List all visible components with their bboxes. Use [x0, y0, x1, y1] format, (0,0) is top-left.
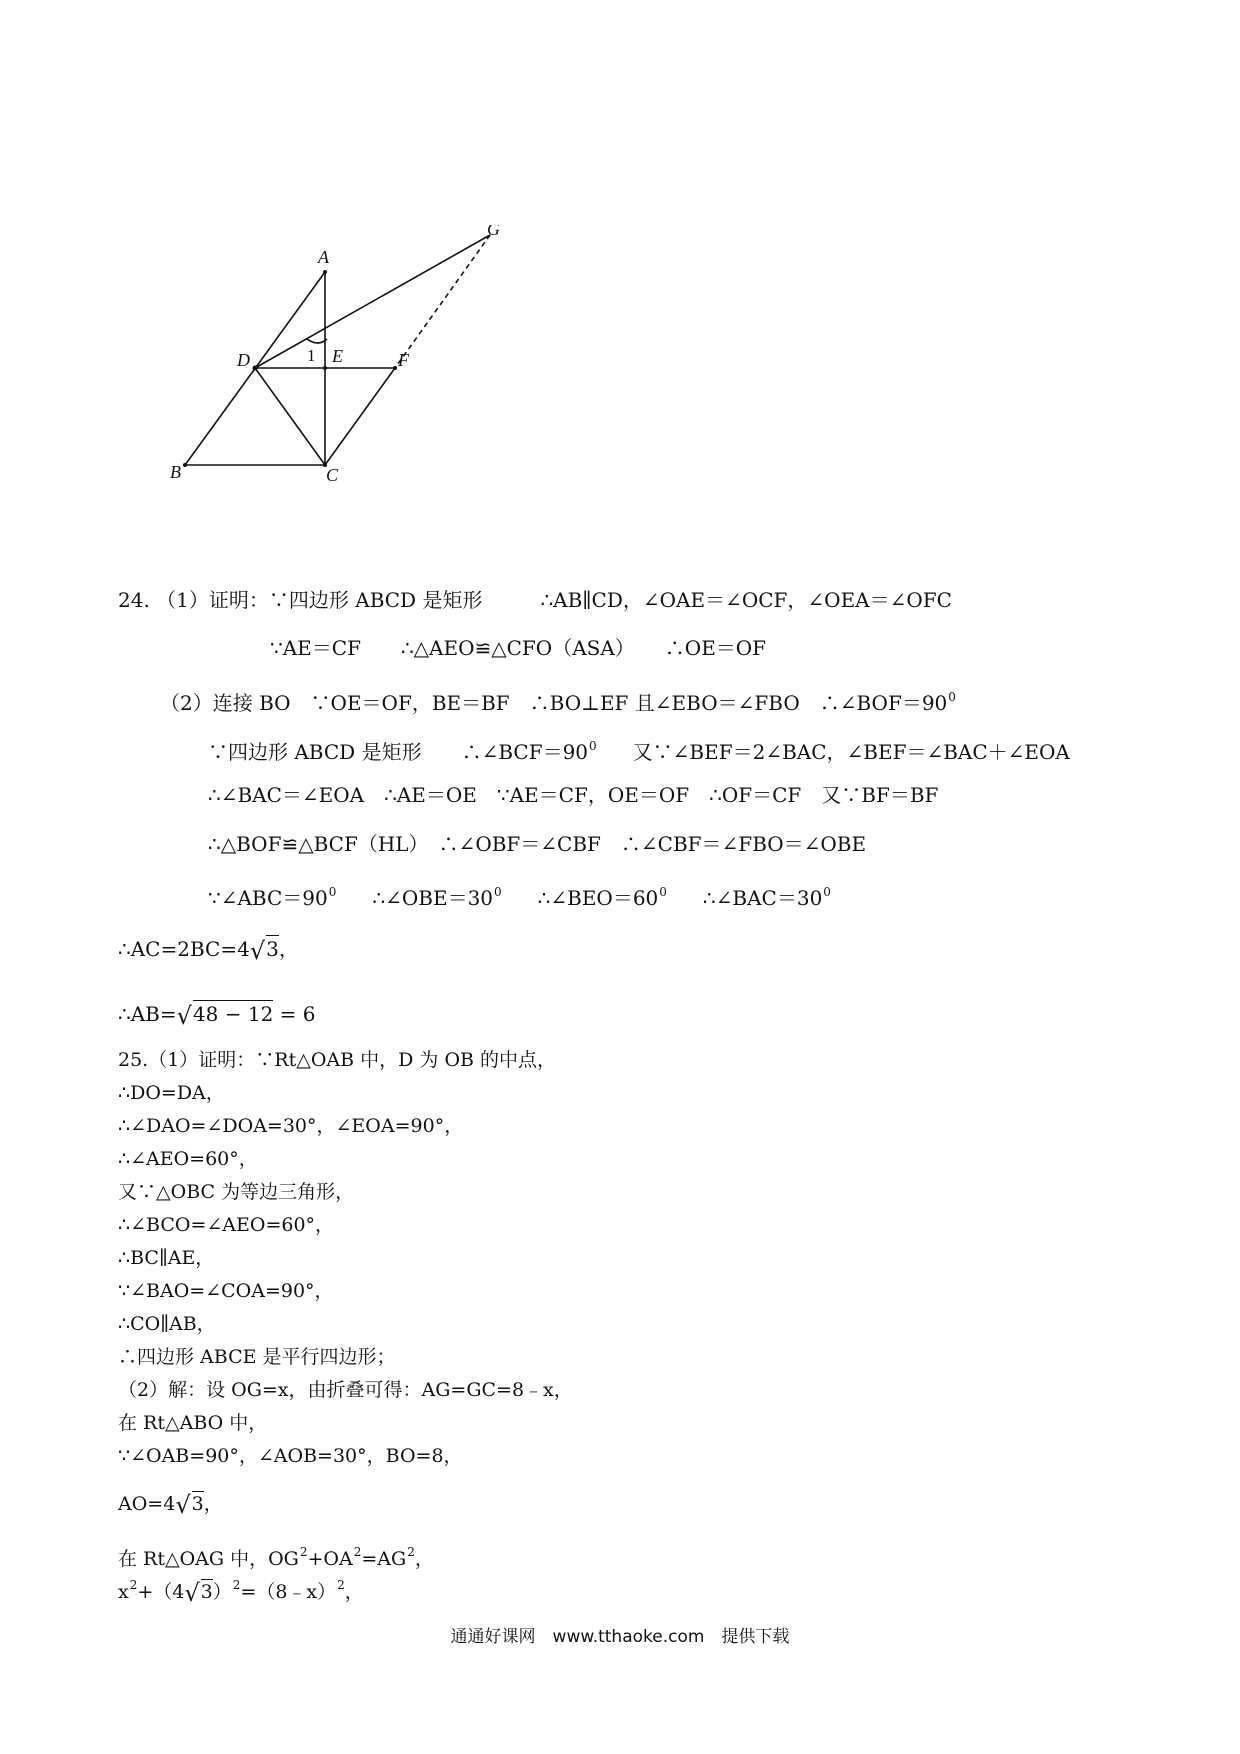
q24-line-5: ∴∠BAC＝∠EOA ∴AE＝OE ∵AE＝CF，OE＝OF ∴OF＝CF 又∵BF＝BF — [208, 783, 939, 807]
sqrt-3: √3 — [184, 1579, 213, 1607]
q25-line-2: ∴DO=DA， — [118, 1082, 225, 1104]
point-d — [253, 366, 258, 371]
label-e: E — [332, 346, 343, 366]
q25-line-16: $x^2+(4√3)^2=(8﹣x)^2$， — [118, 1578, 364, 1607]
label-angle-1: 1 — [307, 346, 316, 365]
segment-dg — [255, 235, 490, 368]
label-c: C — [326, 465, 339, 485]
q25-line-10: ∴四边形 ABCE 是平行四边形； — [118, 1346, 396, 1368]
q24-line-6: ∴△BOF≌△BCF（HL） ∴∠OBF＝∠CBF ∴∠CBF＝∠FBO＝∠OBE — [208, 832, 867, 856]
q25-line-12: 在 Rt△ABO 中， — [118, 1412, 268, 1434]
q24-line-4: ∵四边形 ABCD 是矩形 $\therefore\angle BCF=90^0$ 又∵∠BEF＝2∠BAC，∠BEF＝∠BAC＋∠EOA — [208, 739, 1070, 764]
geometry-figure — [170, 225, 570, 555]
q25-line-3: ∴∠DAO=∠DOA=30°，∠EOA=90°， — [118, 1115, 464, 1137]
sqrt-3: √3 — [249, 937, 279, 965]
q25-line-8: ∵∠BAO=∠COA=90°， — [118, 1280, 334, 1302]
page-footer: 通通好课网 www.tthaoke.com 提供下载 — [450, 1627, 790, 1647]
q24-line-8: ∴AC=2BC=4√3， — [118, 937, 299, 965]
label-d: D — [237, 350, 250, 370]
sqrt-48-minus-12: √48 − 12 — [176, 1002, 274, 1030]
q25-line-14: AO=4√3， — [118, 1491, 223, 1519]
angle-1-arc — [307, 339, 327, 343]
geometry-diagram — [170, 225, 570, 555]
point-b — [183, 463, 187, 467]
q25-line-9: ∴CO∥AB， — [118, 1313, 216, 1335]
q25-line-6: ∴∠BCO=∠AEO=60°， — [118, 1214, 335, 1236]
q25-line-1: 25.（1）证明：∵Rt△OAB 中，D 为 OB 的中点， — [118, 1049, 557, 1071]
q24-line-7: $\because\angle ABC=90^0$ $\therefore\angle OBE=30^0$ $\therefore\angle BEO=60^0$ $\therefore\angle BAC=30^0$ — [208, 885, 831, 910]
label-g: G — [487, 225, 500, 239]
label-b: B — [170, 462, 181, 482]
q25-line-7: ∴BC∥AE， — [118, 1247, 215, 1269]
q24-line-1: 24. （1）证明：∵四边形 ABCD 是矩形 ∴AB∥CD，∠OAE＝∠OCF，∠OEA＝∠OFC — [118, 588, 952, 612]
segment-gf-dashed — [395, 235, 490, 368]
point-e — [323, 366, 327, 370]
label-a: A — [318, 247, 329, 267]
q25-line-11: （2）解：设 OG=x，由折叠可得：AG=GC=8﹣x， — [118, 1379, 573, 1401]
point-f — [393, 366, 397, 370]
sqrt-3: √3 — [175, 1491, 204, 1519]
label-f: F — [398, 350, 409, 370]
q25-line-4: ∴∠AEO=60°， — [118, 1148, 258, 1170]
q24-line-2: ∵AE＝CF ∴△AEO≌△CFO（ASA） ∴OE＝OF — [270, 636, 767, 660]
segment-dc — [255, 368, 325, 465]
q25-line-13: ∵∠OAB=90°，∠AOB=30°，BO=8， — [118, 1445, 463, 1467]
q24-line-9: ∴AB=√48 − 12 = 6 — [118, 1002, 316, 1030]
q24-line-3: （2）连接 BO ∵OE＝OF，BE＝BF ∴BO⊥EF 且∠EBO＝∠FBO $\therefore\angle BOF=90^0$ — [160, 690, 956, 715]
q25-line-5: 又∵△OBC 为等边三角形， — [118, 1181, 355, 1203]
segment-fc — [325, 368, 395, 465]
point-a — [323, 270, 327, 274]
q25-line-15: 在 Rt△OAG 中，$OG^2+OA^2=AG^2$， — [118, 1545, 434, 1570]
